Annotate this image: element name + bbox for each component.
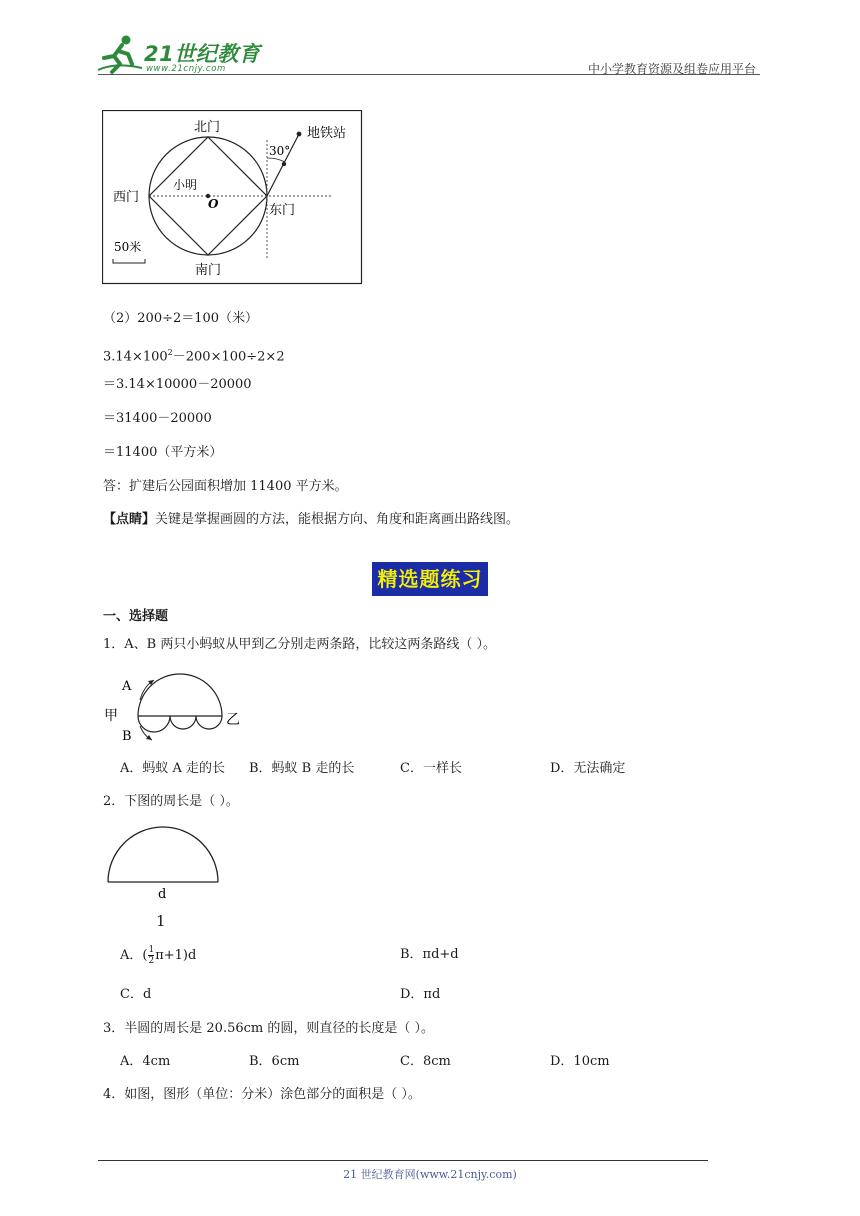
solution-line-2b: －200×100÷2×2 xyxy=(172,349,285,365)
q2-option-b: B．πd+d xyxy=(400,947,459,962)
q1-option-d: D．无法确定 xyxy=(550,761,626,776)
solution-line-3: ＝3.14×10000－20000 xyxy=(103,377,252,392)
station-label: 地铁站 xyxy=(307,126,347,141)
solution-line-2a: 3.14×100 xyxy=(103,349,168,365)
fraction-numerator: 1 xyxy=(148,945,155,955)
q3-option-c: C．8cm xyxy=(400,1054,451,1069)
q1-option-b: B．蚂蚁 B 走的长 xyxy=(249,761,355,776)
small-semicircle-1 xyxy=(138,716,170,732)
q3-option-a: A．4cm xyxy=(120,1054,171,1069)
comment-tag: 【点睛】 xyxy=(103,512,156,527)
q2-option-c: C．d xyxy=(120,987,152,1002)
q1-label-start: 甲 xyxy=(104,708,118,724)
logo-url: www.21cnjy.com xyxy=(146,64,226,74)
east-gate-label: 东门 xyxy=(269,203,296,218)
q1-stem: 1．A、B 两只小蚂蚁从甲到乙分别走两条路，比较这两条路线（ ）。 xyxy=(103,637,496,652)
big-semicircle xyxy=(138,674,222,716)
q2-option-d: D．πd xyxy=(400,987,441,1002)
solution-line-2 xyxy=(103,344,285,366)
person-label: 小明 xyxy=(173,178,198,192)
fraction-denominator: 2 xyxy=(148,956,155,966)
scale-label: 50米 xyxy=(114,240,142,254)
runner-logo-icon xyxy=(96,34,146,76)
answer-line: 答：扩建后公园面积增加 11400 平方米。 xyxy=(103,479,348,494)
q1-option-a: A．蚂蚁 A 走的长 xyxy=(120,761,226,776)
north-gate-label: 北门 xyxy=(194,120,221,135)
route-dot xyxy=(282,162,286,166)
footer-divider xyxy=(98,1160,708,1161)
section-title: 精选题练习 xyxy=(372,562,488,596)
q4-stem: 4．如图，图形（单位：分米）涂色部分的面积是（ ）。 xyxy=(103,1087,421,1102)
q2-option-a-prefix: A．( xyxy=(120,948,148,963)
q2-option-a xyxy=(120,945,196,966)
q1-label-b: B xyxy=(122,729,132,744)
q2-fraction xyxy=(148,945,154,966)
comment-text: 关键是掌握画圆的方法，能根据方向、角度和距离画出路线图。 xyxy=(155,512,520,527)
q1-label-end: 乙 xyxy=(226,712,240,728)
header-platform-name: 中小学教育资源及组卷应用平台 xyxy=(587,62,756,76)
small-semicircle-2 xyxy=(170,716,196,729)
center-label: O xyxy=(208,197,219,211)
west-gate-label: 西门 xyxy=(113,190,140,205)
q1-figure xyxy=(102,670,252,746)
q1-option-c: C．一样长 xyxy=(400,761,462,776)
q2-diameter-label: d xyxy=(158,887,167,902)
small-semicircle-3 xyxy=(196,716,222,729)
header-divider xyxy=(98,74,760,75)
solution-line-1: （2）200÷2＝100（米） xyxy=(103,311,259,326)
q2-stem: 2．下图的周长是（ ）。 xyxy=(103,794,239,809)
exponent: 2 xyxy=(167,348,173,357)
solution-line-5: ＝11400（平方米） xyxy=(103,445,223,460)
station-dot xyxy=(297,132,302,137)
q2-stray-number: 1 xyxy=(156,912,166,930)
scale-bar xyxy=(113,259,145,263)
logo-text: 21世纪教育 xyxy=(144,42,261,66)
part-title: 一、选择题 xyxy=(103,609,169,624)
semicircle-arc xyxy=(108,827,218,882)
angle-label: 30° xyxy=(269,144,291,158)
q3-stem: 3．半圆的周长是 20.56cm 的圆，则直径的长度是（ ）。 xyxy=(103,1021,434,1036)
q2-figure xyxy=(102,822,226,902)
footer-text: 21 世纪教育网(www.21cnjy.com) xyxy=(343,1168,517,1181)
q3-option-b: B．6cm xyxy=(249,1054,300,1069)
solution-line-4: ＝31400－20000 xyxy=(103,411,212,426)
south-gate-label: 南门 xyxy=(195,263,222,278)
comment-line xyxy=(103,511,519,529)
angle-arc xyxy=(267,158,285,162)
q2-option-a-suffix: π+1)d xyxy=(155,948,197,963)
park-map-figure xyxy=(102,110,364,286)
q1-label-a: A xyxy=(122,679,132,694)
q3-option-d: D．10cm xyxy=(550,1054,610,1069)
